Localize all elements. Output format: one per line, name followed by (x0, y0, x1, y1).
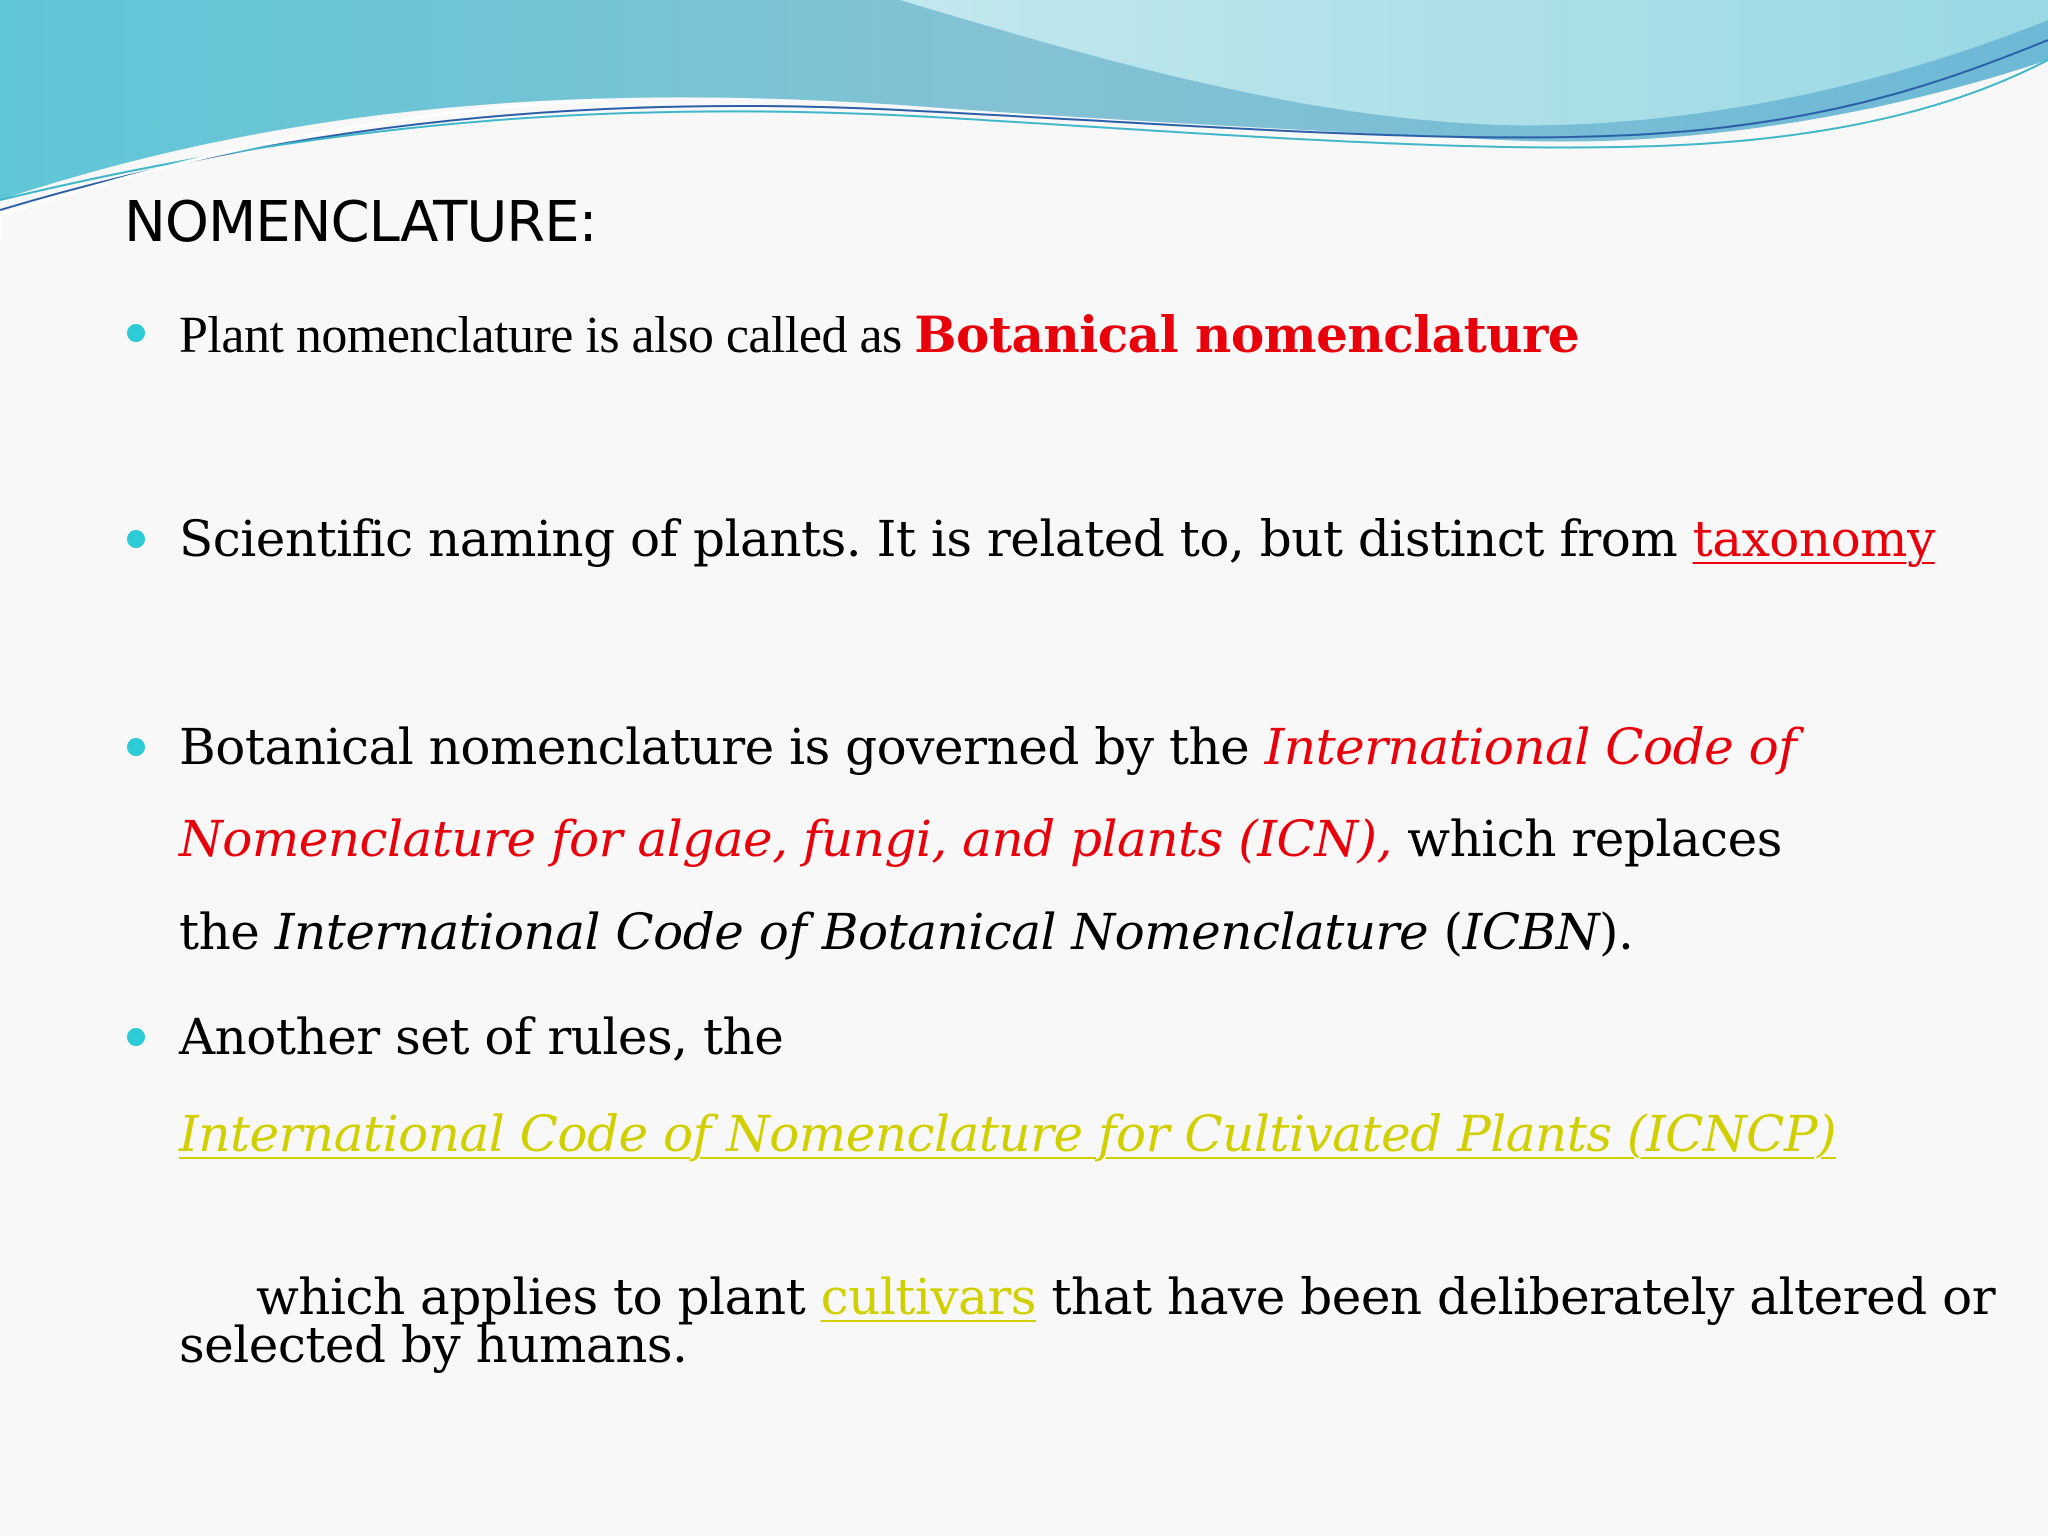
bullet-3-line-1 (179, 718, 1796, 776)
slide-title: NOMENCLATURE: (124, 190, 597, 255)
bullet-3-line-2 (179, 810, 1782, 868)
bullet-3-line-3 (179, 903, 1633, 961)
icn-emphasis-2: Nomenclature for algae, fungi, and plants (ICN), (179, 810, 1392, 868)
bullet-1-line-1 (179, 305, 1579, 365)
bullet-4-line-1 (179, 1008, 783, 1066)
icncp-link[interactable]: International Code of Nomenclature for Cultivated Plants (ICNCP) (179, 1105, 1837, 1163)
bullet-4-text-3b: that have been deliberately altered or (1036, 1268, 1996, 1326)
bullet-dot-3 (127, 738, 145, 756)
bullet-1-text: Plant nomenclature is also called as (179, 307, 915, 364)
icbn-abbrev: ICBN (1462, 903, 1599, 961)
bullet-2-text: Scientific naming of plants. It is related to, but distinct from (179, 510, 1693, 568)
bullet-dot-1 (127, 324, 145, 342)
bullet-4-text-1: Another set of rules, the (179, 1008, 784, 1066)
botanical-nomenclature-emphasis: Botanical nomenclature (914, 305, 1580, 364)
bullet-4-text-4: selected by humans. (179, 1316, 688, 1374)
bullet-2-line-1 (179, 510, 1935, 568)
icn-emphasis-1: International Code of (1264, 718, 1797, 776)
bullet-dot-2 (127, 530, 145, 548)
bullet-3-text-2: which replaces (1391, 810, 1782, 868)
bullet-4-line-4 (179, 1316, 687, 1374)
bullet-4-text-3a: which applies to plant (240, 1268, 821, 1326)
icbn-title: International Code of Botanical Nomenclature (274, 903, 1429, 961)
bullet-3-text-3a: the (179, 903, 275, 961)
cultivars-link[interactable]: cultivars (820, 1268, 1037, 1326)
taxonomy-link[interactable]: taxonomy (1692, 510, 1935, 568)
bullet-4-line-2 (179, 1105, 1836, 1163)
bullet-3-text-1: Botanical nomenclature is governed by the (179, 718, 1265, 776)
bullet-3-text-3b: ( (1428, 903, 1463, 961)
bullet-dot-4 (127, 1028, 145, 1046)
bullet-3-text-3c: ). (1598, 903, 1634, 961)
